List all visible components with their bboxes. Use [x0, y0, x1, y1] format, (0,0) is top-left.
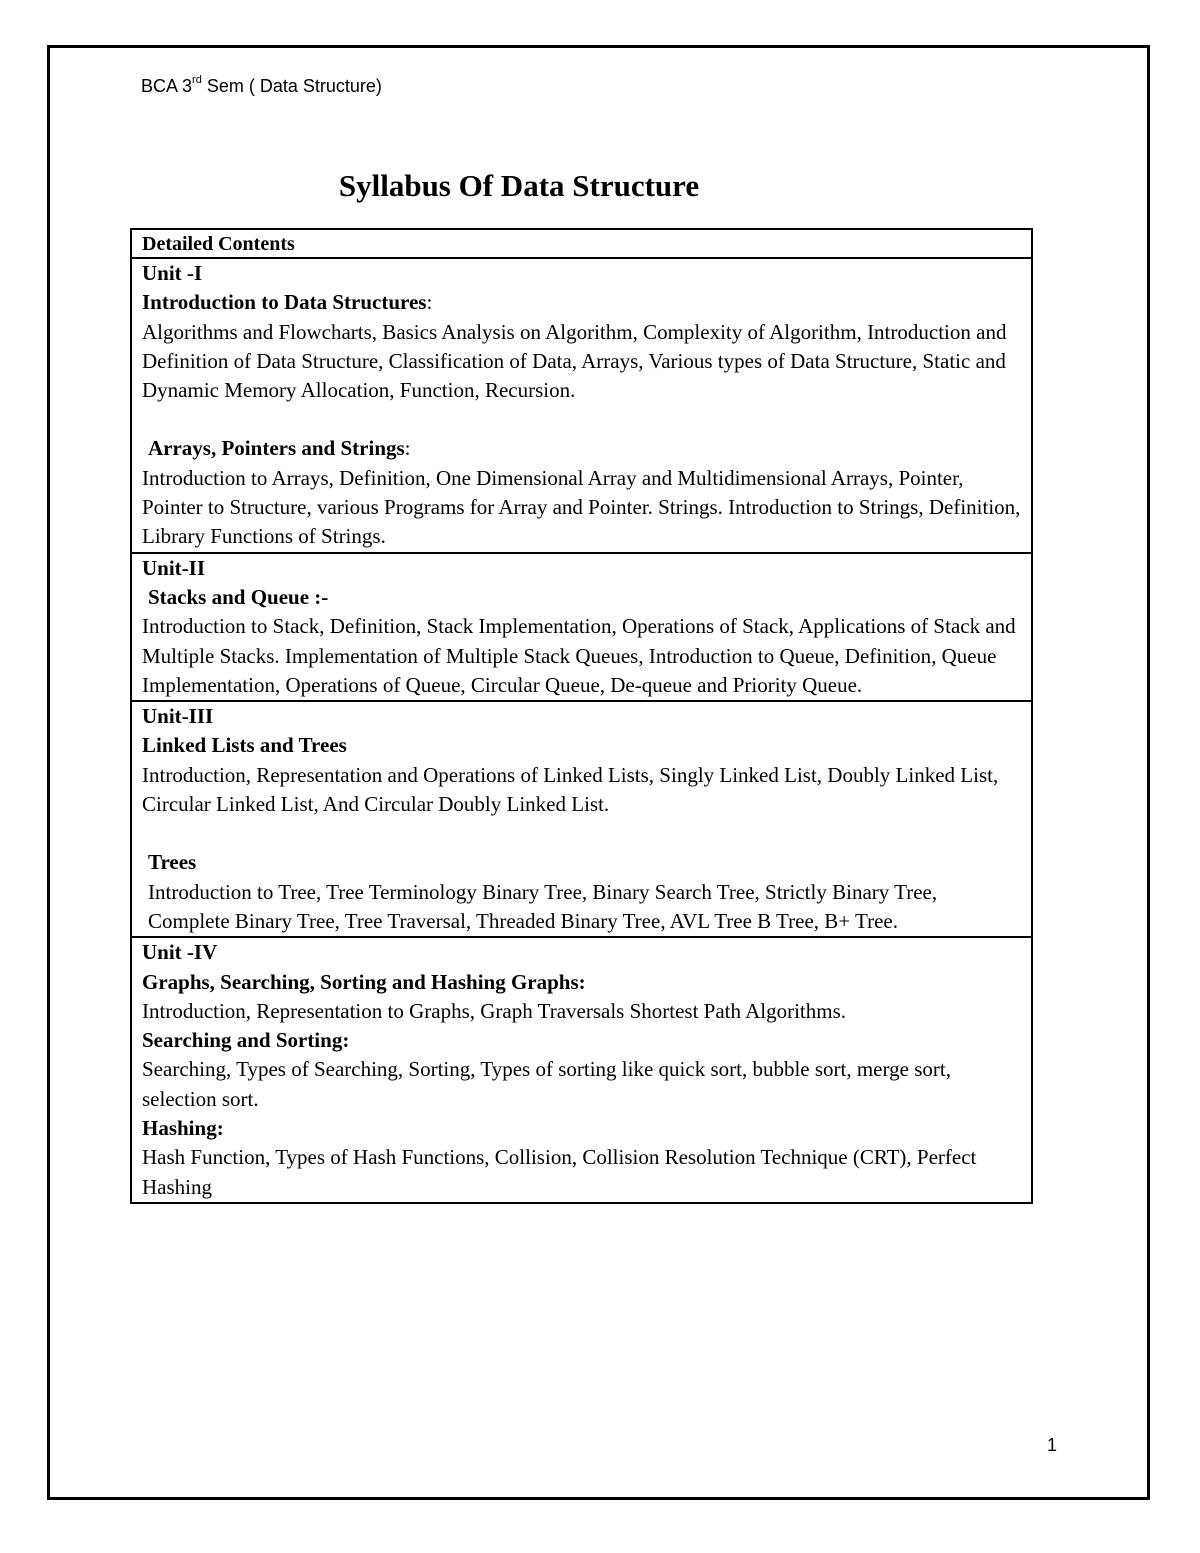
header-suffix: Sem ( Data Structure): [201, 76, 382, 96]
page-title: Syllabus Of Data Structure: [338, 168, 700, 203]
section-heading: Linked Lists and Trees: [142, 733, 347, 758]
unit-cell-3: [132, 702, 1031, 938]
header-prefix: BCA 3: [141, 76, 193, 96]
spacer: [142, 405, 1023, 434]
unit-cell-2: [132, 554, 1031, 702]
section-body: Searching, Types of Searching, Sorting, Types of sorting like quick sort, bubble sort, merge sort, selection sort.: [142, 1057, 951, 1111]
section-heading-suffix: :: [404, 436, 411, 461]
section-heading: Hashing:: [142, 1116, 224, 1141]
section-heading-suffix: :: [426, 290, 433, 315]
section-heading: Searching and Sorting:: [142, 1028, 350, 1053]
page-title-wrap: [0, 168, 1200, 204]
section-heading: Arrays, Pointers and Strings: [148, 436, 405, 461]
header-superscript: rd: [192, 74, 202, 86]
section-heading: Graphs, Searching, Sorting and Hashing Graphs:: [142, 969, 586, 994]
unit-cell-4: [132, 938, 1031, 1202]
section-body: Introduction, Representation to Graphs, Graph Traversals Shortest Path Algorithms.: [142, 998, 847, 1023]
unit-label: Unit -IV: [142, 940, 218, 965]
spacer: [142, 819, 1023, 848]
document-header: [141, 74, 382, 98]
section-heading: Introduction to Data Structures: [142, 290, 427, 315]
section-body: Algorithms and Flowcharts, Basics Analysis on Algorithm, Complexity of Algorithm, Introduction and Definition of Data Structure, Classification of Data, Arrays, Various types of Data Structure, Static and Dynamic Memory Allocation, Function, Recursion.: [142, 319, 1007, 403]
unit-label: Unit-II: [142, 555, 206, 580]
syllabus-table: [130, 228, 1033, 1204]
unit-cell-1: [132, 259, 1031, 554]
section-heading-line: [142, 288, 1023, 317]
section-body: Introduction to Arrays, Definition, One Dimensional Array and Multidimensional Arrays, Pointer, Pointer to Structure, various Programs for Array and Pointer. Strings. Introduction to Strings, Definition, Library Functions of Strings.: [142, 465, 1021, 549]
section-body: Introduction, Representation and Operations of Linked Lists, Singly Linked List, Doubly Linked List, Circular Linked List, And Circular Doubly Linked List.: [142, 762, 999, 817]
section-body: Introduction to Tree, Tree Terminology Binary Tree, Binary Search Tree, Strictly Binary Tree, Complete Binary Tree, Tree Traversal, Threaded Binary Tree, AVL Tree B Tree, B+ Tree.: [148, 879, 938, 933]
section-body: Introduction to Stack, Definition, Stack Implementation, Operations of Stack, Applications of Stack and Multiple Stacks. Implementation of Multiple Stack Queues, Introduction to Queue, Definition, Queue Implementation, Operations of Queue, Circular Queue, De-queue and Priority Queue.: [142, 614, 1016, 697]
unit-label: Unit-III: [142, 704, 214, 729]
section-body: Hash Function, Types of Hash Functions, Collision, Collision Resolution Technique (CRT), Perfect Hashing: [142, 1145, 977, 1199]
page-number: 1: [1047, 1435, 1058, 1455]
section-heading-line: [142, 434, 1023, 463]
unit-label: Unit -I: [142, 261, 203, 285]
section-heading: Stacks and Queue :-: [148, 584, 329, 609]
section-heading: Trees: [148, 850, 197, 875]
table-heading: Detailed Contents: [132, 230, 1031, 259]
